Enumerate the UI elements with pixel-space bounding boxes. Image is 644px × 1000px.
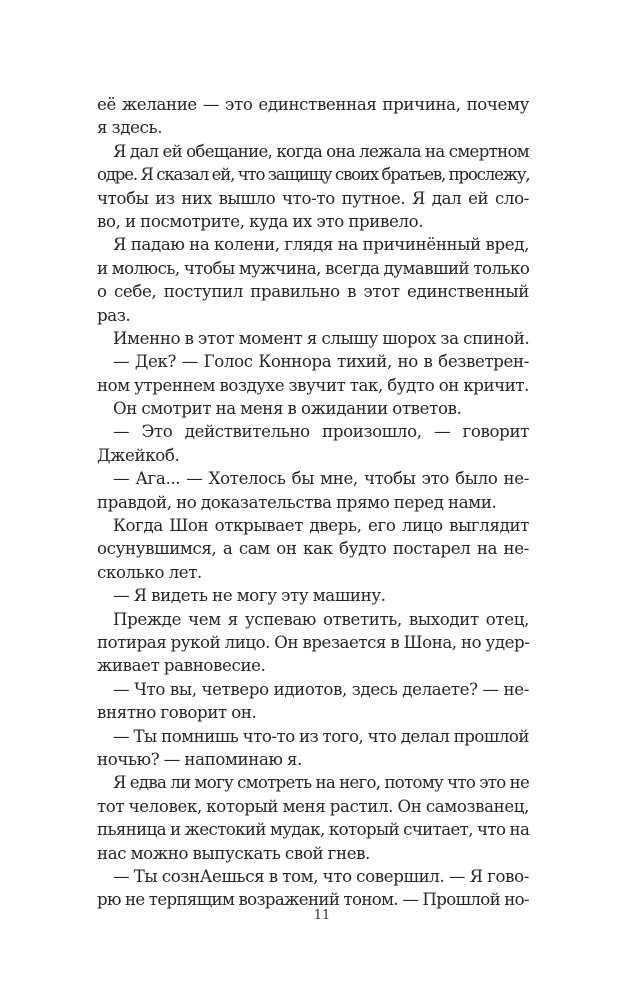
text-line: ночью? — напоминаю я. bbox=[97, 749, 303, 769]
text-line: — Ты помнишь что-то из того, что делал прошлой bbox=[113, 726, 529, 746]
text-line: Когда Шон открывает дверь, его лицо выглядит bbox=[113, 516, 529, 536]
text-line: потирая рукой лицо. Он врезается в Шона, но удер- bbox=[97, 632, 530, 652]
text-line: рю не терпящим возражений тоном. — Прошлой но- bbox=[97, 890, 529, 910]
text-line: ном утреннем воздухе звучит так, будто он кричит. bbox=[97, 375, 529, 395]
text-line: пьяница и жестокий мудак, который считает, что на bbox=[97, 820, 530, 840]
text-line: я здесь. bbox=[97, 118, 163, 138]
body-text bbox=[97, 93, 529, 912]
text-line: раз. bbox=[97, 305, 131, 325]
text-line: одре. Я сказал ей, что защищу своих братьев, прослежу, bbox=[97, 165, 530, 185]
text-line: и молюсь, чтобы мужчина, всегда думавший только bbox=[97, 258, 530, 278]
page-number: 11 bbox=[313, 908, 331, 923]
text-line: сколько лет. bbox=[97, 562, 202, 582]
text-line: осунувшимся, а сам он как будто постарел на не- bbox=[97, 539, 529, 559]
text-line: тот человек, который меня растил. Он самозванец, bbox=[97, 796, 529, 816]
text-line: чтобы из них вышло что-то путное. Я дал ей сло- bbox=[97, 188, 529, 208]
text-line: Он смотрит на меня в ожидании ответов. bbox=[113, 399, 462, 419]
text-line: живает равновесие. bbox=[97, 656, 266, 676]
text-line: её желание — это единственная причина, почему bbox=[97, 95, 529, 114]
text-line: во, и посмотрите, куда их это привело. bbox=[97, 211, 424, 231]
text-line: Именно в этот момент я слышу шорох за спиной. bbox=[113, 328, 530, 348]
text-line: Прежде чем я успеваю ответить, выходит отец, bbox=[113, 609, 529, 629]
text-line: нас можно выпускать свой гнев. bbox=[97, 843, 371, 863]
text-line: — Что вы, четверо идиотов, здесь делаете? — не- bbox=[113, 679, 529, 699]
text-line: — Это действительно произошло, — говорит bbox=[113, 422, 529, 442]
text-line: Я едва ли могу смотреть на него, потому что это не bbox=[113, 773, 530, 793]
text-line: о себе, поступил правильно в этот единственный bbox=[97, 282, 529, 302]
text-line: — Ты сознАешься в том, что совершил. — Я гово- bbox=[113, 866, 529, 886]
text-line: внятно говорит он. bbox=[97, 703, 257, 723]
text-line: правдой, но доказательства прямо перед нами. bbox=[97, 492, 497, 512]
text-line: Джейкоб. bbox=[97, 445, 180, 465]
text-line: Я падаю на колени, глядя на причинённый вред, bbox=[113, 235, 529, 255]
text-line: — Я видеть не могу эту машину. bbox=[113, 586, 386, 606]
text-line: — Ага... — Хотелось бы мне, чтобы это было не- bbox=[113, 469, 529, 489]
text-line: Я дал ей обещание, когда она лежала на смертном bbox=[113, 141, 529, 161]
text-line: — Дек? — Голос Коннора тихий, но в безветрен- bbox=[113, 352, 529, 372]
